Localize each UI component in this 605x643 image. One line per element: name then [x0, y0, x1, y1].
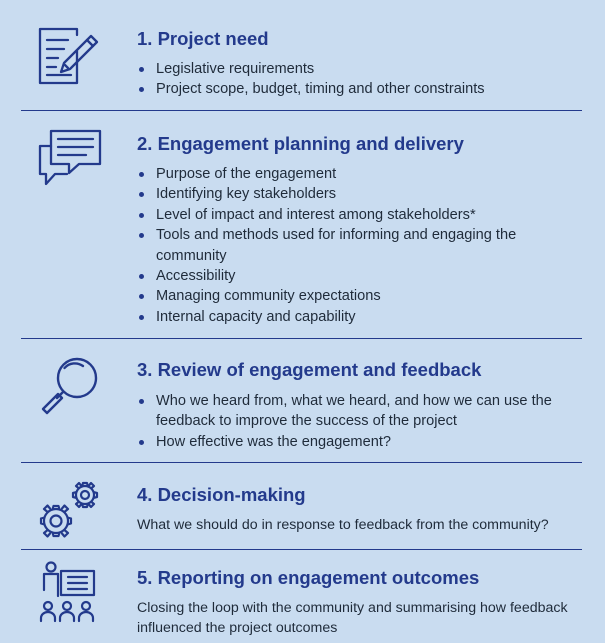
section-title: 4. Decision-making: [137, 484, 306, 505]
section-divider: [21, 549, 582, 550]
bullet-list: [137, 164, 582, 327]
section-description: What we should do in response to feedback from the community?: [137, 517, 549, 533]
section-title: 1. Project need: [137, 28, 269, 49]
section-description: Closing the loop with the community and summarising how feedback influenced the project outcomes: [137, 600, 568, 636]
list-item: Purpose of the engagement: [137, 164, 582, 184]
bullet-list: [137, 59, 582, 100]
list-item: Managing community expectations: [137, 286, 582, 306]
section-divider: [21, 110, 582, 111]
document-pen-icon: [34, 24, 102, 88]
section-title: 5. Reporting on engagement outcomes: [137, 567, 480, 588]
magnifying-glass-icon: [34, 357, 100, 417]
gears-icon: [34, 476, 104, 540]
presentation-audience-icon: [34, 560, 100, 624]
speech-bubbles-icon: [34, 128, 104, 190]
list-item: Accessibility: [137, 266, 582, 286]
section-title: 3. Review of engagement and feedback: [137, 359, 482, 380]
list-item: How effective was the engagement?: [137, 432, 582, 452]
section-divider: [21, 338, 582, 339]
list-item: Internal capacity and capability: [137, 307, 582, 327]
list-item: Legislative requirements: [137, 59, 582, 79]
section-title: 2. Engagement planning and delivery: [137, 133, 464, 154]
list-item: Who we heard from, what we heard, and how we can use the feedback to improve the success of the project: [137, 391, 582, 432]
list-item: Tools and methods used for informing and engaging the community: [137, 225, 582, 266]
section-divider: [21, 462, 582, 463]
bullet-list: [137, 391, 582, 452]
list-item: Identifying key stakeholders: [137, 184, 582, 204]
list-item: Project scope, budget, timing and other constraints: [137, 79, 582, 99]
list-item: Level of impact and interest among stakeholders*: [137, 205, 582, 225]
